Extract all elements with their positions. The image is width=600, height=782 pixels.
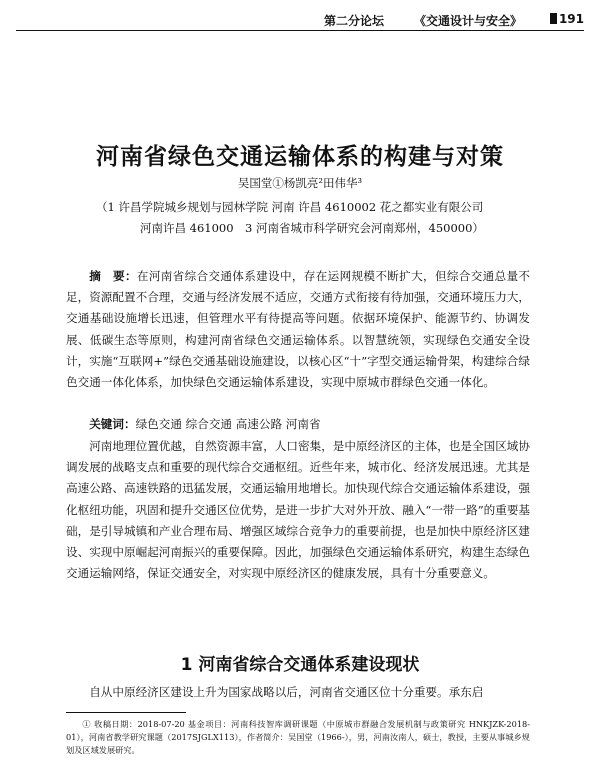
abstract [66,266,530,393]
affiliation-line-2: 河南许昌 461000 3 河南省城市科学研究会河南郑州，450000） [140,221,484,235]
abstract-label: 摘 要： [89,269,137,283]
section-heading: 1 河南省综合交通体系建设现状 [180,655,420,675]
footnote-divider [66,712,186,713]
abstract-text: 在河南省综合交通体系建设中，存在运网规模不断扩大，但综合交通总量不足，资源配置不合理，交通与经济发展不适应，交通方式衔接有待加强，交通环境压力大，交通基础设施增长迅速，但管理水平有待提高等问题。依据环境保护、能源节约、协调发展、低碳生态等原则，构建河南省绿色交通运输体系。以智慧统领，实现绿色交通安全设计，实施“互联网+”绿色交通基础设施建设，以核心区“十”字型交通运输骨架，构建综合绿色交通一体化体系，加快绿色交通运输体系建设，实现中原城市群绿色交通一体化。 [66,269,530,390]
keywords-text: 绿色交通 综合交通 高速公路 河南省 [135,417,321,431]
intro-paragraph: 河南地理位置优越，自然资源丰富，人口密集，是中原经济区的主体，也是全国区域协调发展的战略支点和重要的现代综合交通枢纽。近些年来，城市化、经济发展迅速。尤其是高速公路、高速铁路的迅猛发展，交通运输用地增长。加快现代综合交通运输体系建设，强化枢纽功能，巩固和提升交通区位优势，是进一步扩大对外开放、融入“一带一路”的重要基础，是引导城镇和产业合理布局、增强区域综合竞争力的重要前提，也是加快中原经济区建设、实现中原崛起河南振兴的重要保障。因此，加强绿色交通运输体系研究，构建生态绿色交通运输网络，保证交通安全，对实现中原经济区的健康发展，具有十分重要意义。 [66,439,531,581]
affiliation-line-1: （1 许昌学院城乡规划与园林学院 河南 许昌 4610002 花之都实业有限公司 [96,200,484,214]
header-section: 第二分论坛 [324,14,385,28]
keywords-label: 关键词： [89,417,136,431]
page-number: 191 [558,12,584,26]
article-title: 河南省绿色交通运输体系的构建与对策 [96,144,504,170]
article-authors: 吴国堂①杨凯亮²田伟华³ [237,176,363,190]
keywords [66,414,530,435]
square-icon [550,13,557,24]
header-page-number [550,12,584,26]
header-journal: 《交通设计与安全》 [414,14,523,28]
section-paragraph: 自从中原经济区建设上升为国家战略以后，河南省交通区位十分重要。承东启 [89,685,484,699]
running-header [16,10,584,31]
footnote: ① 收稿日期：2018-07-20 基金项目：河南科技智库调研课题（中原城市群融合发展机制与政策研究 HNKJZK-2018-01），河南省教学研究课题（2017SJGLX113），作者简介：吴国堂（1966-），男，河南汝南人，硕士，教授，主要从事城乡规划及区域发展研究。 [66,719,530,755]
